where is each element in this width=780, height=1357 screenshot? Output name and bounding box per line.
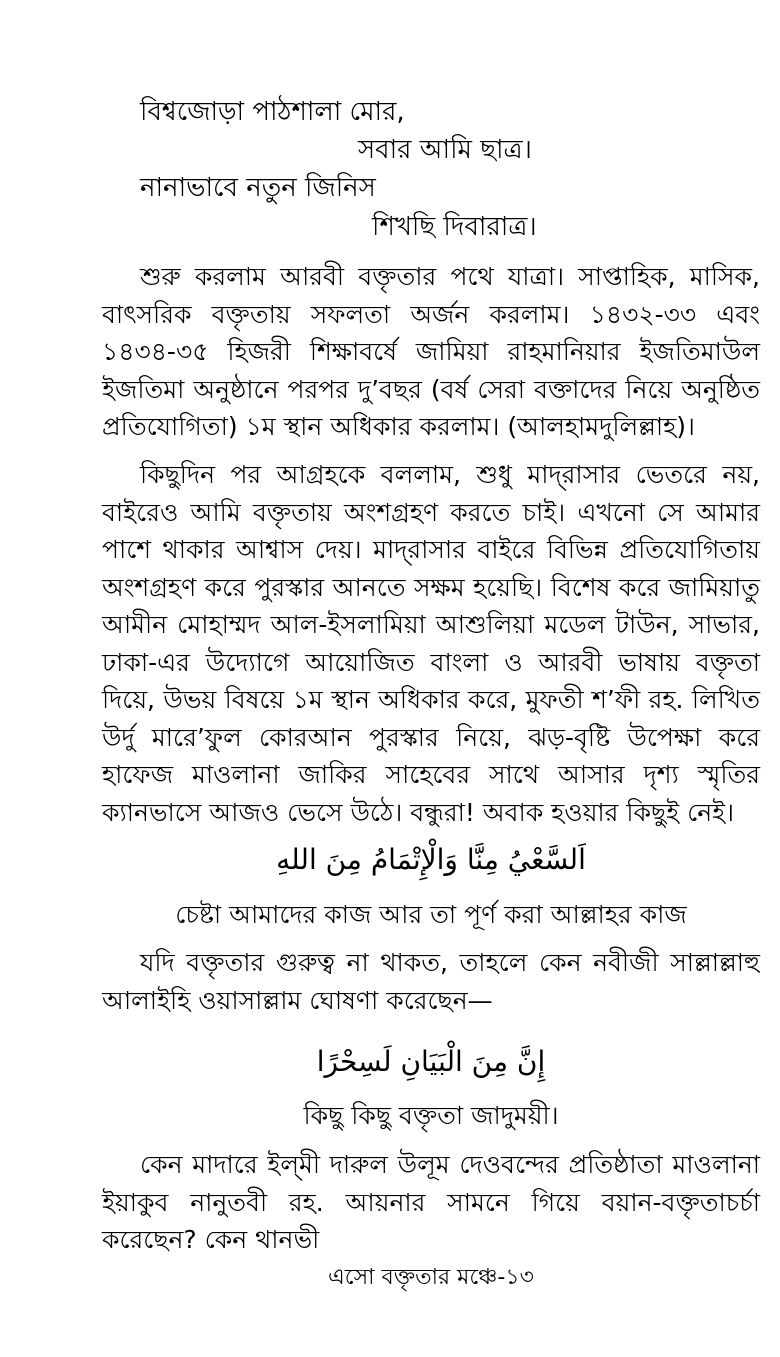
quote-2-translation: কিছু কিছু বক্তৃতা জাদুময়ী। (303, 1101, 559, 1130)
arabic-quote-1: اَلسَّعْيُ مِنَّا وَالْإِتْمَامُ مِنَ اللهِ (276, 843, 586, 876)
arabic-quote-2: إِنَّ مِنَ الْبَيَانِ لَسِحْرًا (316, 1045, 546, 1078)
paragraph-1: শুরু করলাম আরবী বক্তৃতার পথে যাত্রা। সাপ্তাহিক, মাসিক, বাৎসরিক বক্তৃতায় সফলতা অর্জন করলাম। ১৪৩২-৩৩ এবং ১৪৩৪-৩৫ হিজরী শিক্ষাবর্ষে জামিয়া রাহমানিয়ার ইজতিমাউল ইজতিমা অনুষ্ঠানে পরপর দু’বছর (বর্ষ সেরা বক্তাদের নিয়ে অনুষ্ঠিত প্রতিযোগিতা) ১ম স্থান অধিকার করলাম। (আলহামদুলিল্লাহ)। (102, 262, 760, 441)
paragraph-2: কিছুদিন পর আগ্রহকে বললাম, শুধু মাদ্‌রাসার ভেতরে নয়, বাইরেও আমি বক্তৃতায় অংশগ্রহণ করতে চাই। এখনো সে আমার পাশে থাকার আশ্বাস দেয়। মাদ্‌রাসার বাইরে বিভিন্ন প্রতিযোগিতায় অংশগ্রহণ করে পুরস্কার আনতে সক্ষম হয়েছি। বিশেষ করে জামিয়াতু আমীন মোহাম্মদ আল-ইসলামিয়া আশুলিয়া মডেল টাউন, সাভার, ঢাকা-এর উদ্যোগে আয়োজিত বাংলা ও আরবী ভাষায় বক্তৃতা দিয়ে, উভয় বিষয়ে ১ম স্থান অধিকার করে, মুফতী শ’ফী রহ. লিখিত উর্দু মারে’ফুল কোরআন পুরস্কার নিয়ে, ঝড়-বৃষ্টি উপেক্ষা করে হাফেজ মাওলানা জাকির সাহেবের সাথে আসার দৃশ্য স্মৃতির ক্যানভাসে আজও ভেসে উঠে। বন্ধুরা! অবাক হওয়ার কিছুই নেই। (102, 460, 760, 827)
paragraph-4: কেন মাদারে ইল্‌মী দারুল উলূম দেওবন্দের প্রতিষ্ঠাতা মাওলানা ইয়াকুব নানুতবী রহ. আয়নার সামনে গিয়ে বয়ান-বক্তৃতাচর্চা করেছেন? কেন থানভী (102, 1150, 760, 1254)
paragraph-3: যদি বক্তৃতার গুরুত্ব না থাকত, তাহলে কেন নবীজী সাল্লাল্লাহু আলাইহি ওয়াসাল্লাম ঘোষণা করেছেন— (102, 948, 760, 1015)
poem-line-1: বিশ্বজোড়া পাঠশালা মোর, (140, 97, 405, 127)
quote-1-translation: চেষ্টা আমাদের কাজ আর তা পূর্ণ করা আল্লাহর কাজ (175, 900, 687, 929)
poem-line-4: শিখছি দিবারাত্র। (372, 212, 537, 242)
poem-line-3: নানাভাবে নতুন জিনিস (140, 173, 376, 203)
poem-line-2: সবার আমি ছাত্র। (358, 135, 532, 165)
page-footer: এসো বক্তৃতার মঞ্চে-১৩ (328, 1265, 534, 1290)
